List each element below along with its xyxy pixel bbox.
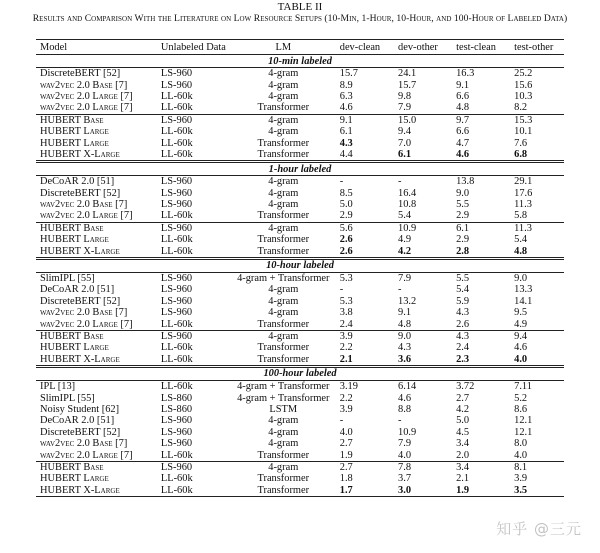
table-row xyxy=(36,449,564,461)
lm-cell: LSTM xyxy=(269,403,298,415)
lm-cell: 4-gram xyxy=(268,438,299,450)
test-other-cell: 25.2 xyxy=(514,68,533,80)
test-clean-cell: 4.6 xyxy=(448,149,506,162)
lm-cell: Transformer xyxy=(235,245,332,258)
model-cell: SlimIPL [55] xyxy=(40,273,95,285)
dev-clean-cell: 1.9 xyxy=(332,449,390,461)
section-header xyxy=(36,55,564,68)
unlabeled-data-cell: LL-60k xyxy=(160,342,193,354)
test-other-cell: 4.6 xyxy=(514,342,528,354)
header-row xyxy=(36,40,564,55)
test-other-cell: 8.6 xyxy=(514,403,528,415)
unlabeled-data-cell: LS-860 xyxy=(160,403,193,415)
watermark: 知乎 @三元 xyxy=(496,520,582,538)
lm-cell: 4-gram xyxy=(268,68,299,80)
dev-clean-cell: 6.3 xyxy=(339,90,353,102)
dev-other-cell: 7.9 xyxy=(390,102,448,114)
test-other-cell: 9.5 xyxy=(514,307,528,319)
model-cell: HUBERT X-Large xyxy=(36,354,149,367)
test-clean-cell: 3.4 xyxy=(456,461,470,473)
model-cell: DeCoAR 2.0 [51] xyxy=(40,415,115,427)
table-row xyxy=(36,149,564,162)
lm-cell: Transformer xyxy=(257,342,310,354)
dev-clean-cell: 4.4 xyxy=(332,149,390,162)
unlabeled-data-cell: LS-960 xyxy=(160,273,193,285)
dev-other-cell: 4.0 xyxy=(390,449,448,461)
dev-clean-cell: 5.3 xyxy=(339,295,353,307)
test-other-cell: 8.1 xyxy=(514,461,528,473)
dev-clean-cell: 2.2 xyxy=(339,342,353,354)
dev-clean-cell: - xyxy=(339,415,344,427)
lm-cell: Transformer xyxy=(257,473,310,485)
test-other-cell: 29.1 xyxy=(514,176,533,188)
dev-clean-cell: 1.8 xyxy=(339,473,353,485)
dev-clean-cell: 2.4 xyxy=(332,318,390,330)
table-body xyxy=(36,55,564,497)
unlabeled-data-cell: LL-60k xyxy=(149,318,235,330)
model-cell: wav2vec 2.0 Large [7] xyxy=(36,318,149,330)
lm-cell: 4-gram xyxy=(268,461,299,473)
dev-clean-cell: 4.3 xyxy=(339,137,353,149)
unlabeled-data-cell: LS-960 xyxy=(160,187,193,199)
col-header-test-clean: test-clean xyxy=(448,40,506,55)
lm-cell: 4-gram + Transformer xyxy=(237,392,330,404)
lm-cell: 4-gram + Transformer xyxy=(237,381,330,393)
test-clean-cell: 9.0 xyxy=(456,187,470,199)
test-other-cell: 5.4 xyxy=(514,234,528,246)
model-cell: HUBERT Large xyxy=(40,126,109,138)
col-header-model: Model xyxy=(36,40,149,55)
table-row xyxy=(36,330,564,342)
lm-cell: Transformer xyxy=(235,485,332,497)
lm-cell: Transformer xyxy=(235,318,332,330)
dev-clean-cell: 6.1 xyxy=(339,126,353,138)
section-header xyxy=(36,162,564,176)
section-header xyxy=(36,366,564,380)
dev-other-cell: 16.4 xyxy=(398,187,417,199)
table-row xyxy=(36,91,564,102)
test-clean-cell: 4.8 xyxy=(448,102,506,114)
dev-other-cell: 24.1 xyxy=(398,68,417,80)
dev-other-cell: 3.7 xyxy=(398,473,412,485)
test-clean-cell: 2.9 xyxy=(456,234,470,246)
test-clean-cell: 9.7 xyxy=(456,114,470,126)
dev-other-cell: 10.9 xyxy=(398,222,417,234)
model-cell: DeCoAR 2.0 [51] xyxy=(40,176,115,188)
test-clean-cell: 3.72 xyxy=(456,381,475,393)
test-other-cell: 10.3 xyxy=(514,90,533,102)
test-clean-cell: 1.9 xyxy=(448,485,506,497)
lm-cell: 4-gram xyxy=(268,114,299,126)
table-row xyxy=(36,307,564,318)
model-cell: HUBERT X-Large xyxy=(36,149,149,162)
lm-cell: Transformer xyxy=(235,102,332,114)
dev-other-cell: 13.2 xyxy=(398,295,417,307)
test-other-cell: 12.1 xyxy=(514,426,533,438)
dev-other-cell: 4.6 xyxy=(398,392,412,404)
lm-cell: Transformer xyxy=(235,149,332,162)
test-clean-cell: 2.8 xyxy=(448,245,506,258)
test-clean-cell: 4.3 xyxy=(456,307,470,319)
dev-clean-cell: 2.7 xyxy=(339,438,353,450)
table-row xyxy=(36,137,564,148)
dev-other-cell: 6.14 xyxy=(398,381,417,393)
unlabeled-data-cell: LS-960 xyxy=(160,295,193,307)
table-row xyxy=(36,404,564,415)
test-clean-cell: 4.7 xyxy=(456,137,470,149)
dev-other-cell: - xyxy=(398,176,402,188)
dev-clean-cell: - xyxy=(339,284,344,296)
test-other-cell: 10.1 xyxy=(514,126,533,138)
unlabeled-data-cell: LL-60k xyxy=(149,449,235,461)
table-row xyxy=(36,102,564,114)
section-label: 10-hour labeled xyxy=(36,258,564,272)
test-clean-cell: 2.0 xyxy=(448,449,506,461)
model-cell: SlimIPL [55] xyxy=(40,392,95,404)
test-clean-cell: 2.9 xyxy=(448,210,506,222)
dev-other-cell: 3.6 xyxy=(390,354,448,367)
lm-cell: 4-gram xyxy=(268,79,299,91)
test-other-cell: 3.9 xyxy=(514,473,528,485)
table-row xyxy=(36,438,564,449)
dev-other-cell: 15.0 xyxy=(398,114,417,126)
test-clean-cell: 4.3 xyxy=(456,331,470,342)
dev-other-cell: 5.4 xyxy=(390,210,448,222)
dev-clean-cell: 5.3 xyxy=(339,273,353,285)
table-row xyxy=(36,245,564,258)
model-cell: IPL [13] xyxy=(40,381,76,393)
lm-cell: 4-gram xyxy=(268,176,299,188)
test-other-cell: 6.8 xyxy=(506,149,564,162)
test-clean-cell: 2.6 xyxy=(448,318,506,330)
dev-other-cell: - xyxy=(398,284,402,296)
lm-cell: 4-gram xyxy=(268,284,299,296)
dev-other-cell: 3.0 xyxy=(390,485,448,497)
model-cell: HUBERT Base xyxy=(40,461,104,473)
test-other-cell: 15.6 xyxy=(514,79,533,91)
lm-cell: Transformer xyxy=(257,234,310,246)
test-clean-cell: 5.5 xyxy=(456,199,470,211)
test-other-cell: 17.6 xyxy=(514,187,533,199)
dev-clean-cell: 3.9 xyxy=(339,403,353,415)
lm-cell: 4-gram xyxy=(268,199,299,211)
test-clean-cell: 4.5 xyxy=(456,426,470,438)
test-other-cell: 11.3 xyxy=(514,199,532,211)
results-table xyxy=(36,39,564,497)
unlabeled-data-cell: LL-60k xyxy=(149,354,235,367)
dev-other-cell: 15.7 xyxy=(398,79,417,91)
lm-cell: 4-gram xyxy=(268,415,299,427)
model-cell: HUBERT Large xyxy=(40,473,109,485)
dev-other-cell: 8.8 xyxy=(398,403,412,415)
model-cell: HUBERT Base xyxy=(40,331,104,342)
unlabeled-data-cell: LS-960 xyxy=(160,438,193,450)
dev-other-cell: 9.4 xyxy=(398,126,412,138)
unlabeled-data-cell: LS-960 xyxy=(160,68,193,80)
unlabeled-data-cell: LS-960 xyxy=(160,331,193,342)
dev-clean-cell: 2.9 xyxy=(332,210,390,222)
dev-clean-cell: 1.7 xyxy=(332,485,390,497)
test-clean-cell: 2.1 xyxy=(456,473,470,485)
dev-clean-cell: - xyxy=(339,176,344,188)
test-other-cell: 13.3 xyxy=(514,284,533,296)
dev-clean-cell: 4.0 xyxy=(339,426,353,438)
model-cell: DiscreteBERT [52] xyxy=(40,187,121,199)
model-cell: HUBERT X-Large xyxy=(36,245,149,258)
table-number: TABLE II xyxy=(277,1,323,13)
table-row xyxy=(36,272,564,284)
model-cell: DiscreteBERT [52] xyxy=(40,68,121,80)
section-label: 100-hour labeled xyxy=(36,366,564,380)
table-row xyxy=(36,176,564,188)
dev-other-cell: 7.8 xyxy=(398,461,412,473)
dev-clean-cell: 8.5 xyxy=(339,187,353,199)
dev-clean-cell: 4.6 xyxy=(332,102,390,114)
table-row xyxy=(36,296,564,307)
lm-cell: 4-gram xyxy=(268,90,299,102)
dev-other-cell: 6.1 xyxy=(390,149,448,162)
test-clean-cell: 2.3 xyxy=(448,354,506,367)
model-cell: wav2vec 2.0 Base [7] xyxy=(40,307,128,319)
unlabeled-data-cell: LL-60k xyxy=(160,473,193,485)
unlabeled-data-cell: LS-960 xyxy=(160,415,193,427)
model-cell: wav2vec 2.0 Large [7] xyxy=(36,102,149,114)
lm-cell: 4-gram xyxy=(268,126,299,138)
test-other-cell: 8.2 xyxy=(506,102,564,114)
dev-other-cell: 4.2 xyxy=(390,245,448,258)
lm-cell: 4-gram xyxy=(268,331,299,342)
test-clean-cell: 5.4 xyxy=(456,284,470,296)
test-clean-cell: 6.6 xyxy=(456,126,470,138)
unlabeled-data-cell: LL-60k xyxy=(149,245,235,258)
test-clean-cell: 16.3 xyxy=(456,68,475,80)
section-label: 10-min labeled xyxy=(36,55,564,68)
dev-other-cell: 4.8 xyxy=(390,318,448,330)
test-clean-cell: 5.9 xyxy=(456,295,470,307)
lm-cell: Transformer xyxy=(235,354,332,367)
table-row xyxy=(36,234,564,245)
table-row xyxy=(36,392,564,403)
unlabeled-data-cell: LL-60k xyxy=(149,210,235,222)
dev-other-cell: 9.0 xyxy=(398,331,412,342)
lm-cell: 4-gram xyxy=(268,222,299,234)
table-row xyxy=(36,68,564,80)
table-row xyxy=(36,188,564,199)
dev-other-cell: 9.1 xyxy=(398,307,412,319)
test-clean-cell: 6.1 xyxy=(456,222,470,234)
test-clean-cell: 9.1 xyxy=(456,79,470,91)
test-clean-cell: 3.4 xyxy=(456,438,470,450)
model-cell: wav2vec 2.0 Base [7] xyxy=(40,199,128,211)
dev-clean-cell: 8.9 xyxy=(339,79,353,91)
test-clean-cell: 6.6 xyxy=(456,90,470,102)
table-row xyxy=(36,354,564,367)
test-other-cell: 11.3 xyxy=(514,222,532,234)
unlabeled-data-cell: LS-960 xyxy=(160,284,193,296)
dev-other-cell: 4.3 xyxy=(398,342,412,354)
test-other-cell: 7.6 xyxy=(514,137,528,149)
model-cell: wav2vec 2.0 Large [7] xyxy=(40,90,133,102)
unlabeled-data-cell: LS-960 xyxy=(160,426,193,438)
dev-clean-cell: 15.7 xyxy=(339,68,358,80)
test-clean-cell: 13.8 xyxy=(456,176,475,188)
test-clean-cell: 2.4 xyxy=(456,342,470,354)
test-clean-cell: 5.0 xyxy=(456,415,470,427)
model-cell: HUBERT Large xyxy=(40,342,109,354)
model-cell: DiscreteBERT [52] xyxy=(40,426,121,438)
lm-cell: Transformer xyxy=(235,210,332,222)
col-header-test-other: test-other xyxy=(506,40,564,55)
table-row xyxy=(36,210,564,222)
unlabeled-data-cell: LS-960 xyxy=(160,199,193,211)
dev-other-cell: - xyxy=(398,415,402,427)
dev-other-cell: 7.9 xyxy=(398,438,412,450)
model-cell: DeCoAR 2.0 [51] xyxy=(40,284,115,296)
unlabeled-data-cell: LL-60k xyxy=(149,485,235,497)
lm-cell: 4-gram xyxy=(268,426,299,438)
col-header-dev-other: dev-other xyxy=(390,40,448,55)
dev-other-cell: 10.9 xyxy=(398,426,417,438)
dev-clean-cell: 3.8 xyxy=(339,307,353,319)
unlabeled-data-cell: LS-960 xyxy=(160,307,193,319)
unlabeled-data-cell: LS-960 xyxy=(160,461,193,473)
unlabeled-data-cell: LL-60k xyxy=(160,234,193,246)
unlabeled-data-cell: LS-860 xyxy=(160,392,193,404)
lm-cell: Transformer xyxy=(235,449,332,461)
lm-cell: 4-gram xyxy=(268,307,299,319)
test-other-cell: 12.1 xyxy=(514,415,533,427)
model-cell: DiscreteBERT [52] xyxy=(40,295,121,307)
test-other-cell: 3.5 xyxy=(506,485,564,497)
lm-cell: 4-gram + Transformer xyxy=(237,273,330,285)
dev-clean-cell: 9.1 xyxy=(339,114,353,126)
table-title: Results and Comparison With the Literature on Low Resource Setups (10-Min, 1-Hour, 10-Hour, and 100-Hour of Labeled Data) xyxy=(32,13,568,24)
dev-clean-cell: 3.19 xyxy=(339,381,358,393)
model-cell: HUBERT Base xyxy=(40,114,104,126)
lm-cell: Transformer xyxy=(257,137,310,149)
col-header-lm: LM xyxy=(235,40,332,55)
test-other-cell: 9.4 xyxy=(514,331,528,342)
test-other-cell: 4.9 xyxy=(506,318,564,330)
table-row xyxy=(36,415,564,426)
test-clean-cell: 5.5 xyxy=(456,273,470,285)
table-row xyxy=(36,461,564,473)
model-cell: wav2vec 2.0 Base [7] xyxy=(40,79,128,91)
test-clean-cell: 2.7 xyxy=(456,392,470,404)
test-other-cell: 15.3 xyxy=(514,114,533,126)
test-other-cell: 9.0 xyxy=(514,273,528,285)
dev-clean-cell: 2.7 xyxy=(339,461,353,473)
table-row xyxy=(36,199,564,210)
lm-cell: 4-gram xyxy=(268,295,299,307)
dev-other-cell: 7.0 xyxy=(398,137,412,149)
unlabeled-data-cell: LL-60k xyxy=(160,126,193,138)
unlabeled-data-cell: LS-960 xyxy=(160,114,193,126)
dev-clean-cell: 5.0 xyxy=(339,199,353,211)
table-row xyxy=(36,380,564,392)
dev-other-cell: 10.8 xyxy=(398,199,417,211)
dev-clean-cell: 3.9 xyxy=(339,331,353,342)
unlabeled-data-cell: LS-960 xyxy=(160,79,193,91)
col-header-unlabeled-data: Unlabeled Data xyxy=(149,40,235,55)
dev-clean-cell: 5.6 xyxy=(339,222,353,234)
model-cell: wav2vec 2.0 Base [7] xyxy=(40,438,128,450)
table-row xyxy=(36,126,564,137)
test-other-cell: 4.0 xyxy=(506,449,564,461)
table-row xyxy=(36,427,564,438)
unlabeled-data-cell: LL-60k xyxy=(160,137,193,149)
unlabeled-data-cell: LS-960 xyxy=(160,222,193,234)
model-cell: HUBERT Large xyxy=(40,137,109,149)
section-label: 1-hour labeled xyxy=(36,162,564,176)
dev-other-cell: 4.9 xyxy=(398,234,412,246)
table-row xyxy=(36,222,564,234)
unlabeled-data-cell: LL-60k xyxy=(149,149,235,162)
table-row xyxy=(36,79,564,90)
test-other-cell: 5.2 xyxy=(514,392,528,404)
lm-cell: 4-gram xyxy=(268,187,299,199)
test-other-cell: 8.0 xyxy=(514,438,528,450)
section-header xyxy=(36,258,564,272)
col-header-dev-clean: dev-clean xyxy=(332,40,390,55)
model-cell: HUBERT X-Large xyxy=(36,485,149,497)
table-row xyxy=(36,284,564,295)
table-row xyxy=(36,485,564,497)
table-row xyxy=(36,114,564,126)
model-cell: wav2vec 2.0 Large [7] xyxy=(36,210,149,222)
unlabeled-data-cell: LS-960 xyxy=(160,176,193,188)
unlabeled-data-cell: LL-60k xyxy=(149,102,235,114)
test-clean-cell: 4.2 xyxy=(456,403,470,415)
model-cell: HUBERT Base xyxy=(40,222,104,234)
test-other-cell: 14.1 xyxy=(514,295,533,307)
dev-clean-cell: 2.6 xyxy=(339,234,353,246)
dev-clean-cell: 2.6 xyxy=(332,245,390,258)
table-row xyxy=(36,318,564,330)
table-row xyxy=(36,342,564,353)
dev-clean-cell: 2.2 xyxy=(339,392,353,404)
model-cell: wav2vec 2.0 Large [7] xyxy=(36,449,149,461)
test-other-cell: 7.11 xyxy=(514,381,532,393)
table-caption xyxy=(0,0,600,25)
dev-other-cell: 7.9 xyxy=(398,273,412,285)
dev-clean-cell: 2.1 xyxy=(332,354,390,367)
test-other-cell: 4.0 xyxy=(506,354,564,367)
table-row xyxy=(36,473,564,484)
test-other-cell: 5.8 xyxy=(506,210,564,222)
model-cell: Noisy Student [62] xyxy=(40,403,120,415)
model-cell: HUBERT Large xyxy=(40,234,109,246)
unlabeled-data-cell: LL-60k xyxy=(160,90,193,102)
dev-other-cell: 9.8 xyxy=(398,90,412,102)
unlabeled-data-cell: LL-60k xyxy=(160,381,193,393)
test-other-cell: 4.8 xyxy=(506,245,564,258)
